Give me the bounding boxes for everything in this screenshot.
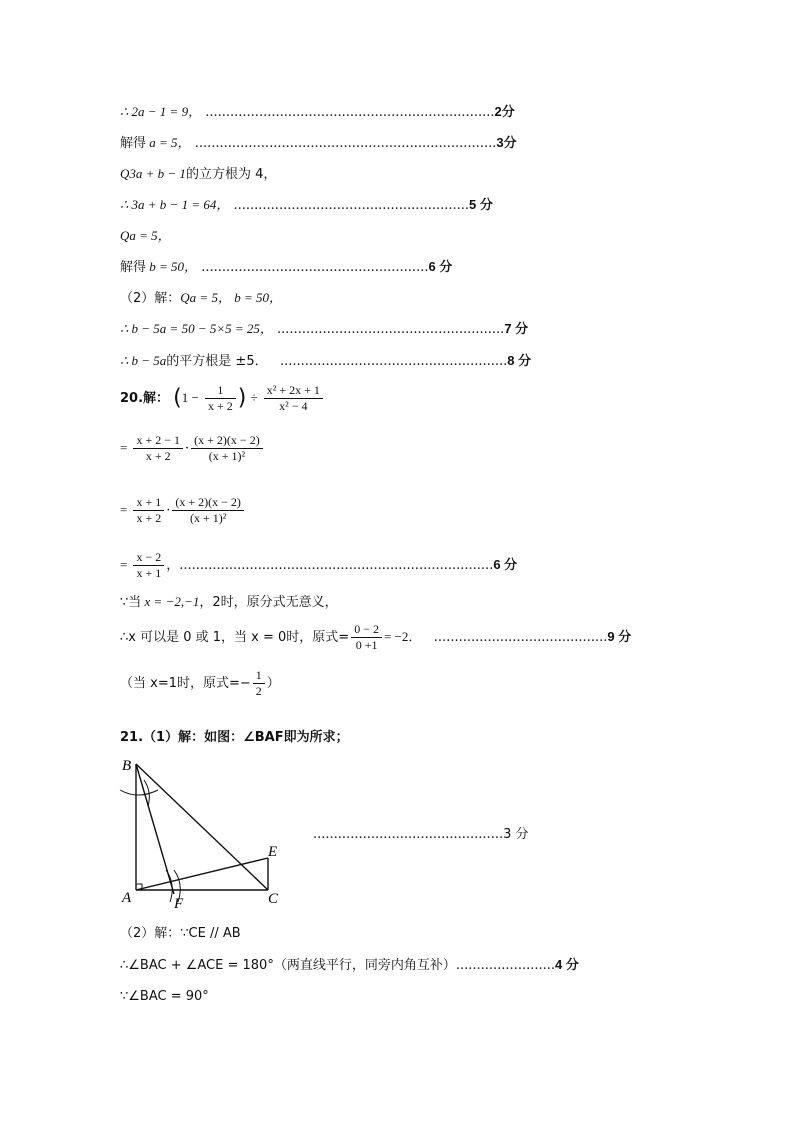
segment-ae bbox=[136, 858, 268, 890]
step-line-3: Q3a + b − 1的立方根为 4， bbox=[120, 166, 277, 182]
fraction: $\frac{1}{2}$ bbox=[253, 668, 265, 699]
q20-step-3: = $\frac{x - 2}{x + 1}$ ，............................................................................6 分 bbox=[120, 550, 518, 580]
q20-expression: 20.解： (1 − $\frac{1}{x + 2}$ ) ÷ $\frac{\text{x² + 2x + 1}}{\text{x² − 4}}$ bbox=[120, 380, 325, 417]
step-line-1: ∴ 2a − 1 = 9， ......................................................................2分 bbox=[120, 104, 515, 120]
step-line-9: ∴ b − 5a的平方根是 ±5． .......................................................8 分 bbox=[120, 353, 532, 369]
point-label-e: E bbox=[268, 844, 278, 860]
q21-part2-line3: ∵∠BAC = 90° bbox=[120, 989, 209, 1004]
point-label-b: B bbox=[122, 758, 132, 774]
q20-step-1: = $\frac{x + 2 - 1}{x + 2}$ · $\frac{(x + 2)(x - 2)}{\text{(x + 1)²}}$ bbox=[120, 428, 265, 469]
q21-figure-score: ..............................................3 分 bbox=[313, 827, 529, 842]
segment-bc bbox=[136, 764, 268, 890]
q20-condition-3: （当 x=1时，原式=− $\frac{1}{2}$ ） bbox=[120, 668, 280, 698]
step-line-8: ∴ b − 5a = 50 − 5×5 = 25， .......................................................7 分 bbox=[120, 321, 529, 337]
point-label-a: A bbox=[122, 890, 132, 906]
step-line-4: ∴ 3a + b − 1 = 64， .........................................................5 分 bbox=[120, 197, 493, 213]
point-label-f: F bbox=[174, 896, 184, 912]
construction-arc-top bbox=[120, 790, 158, 795]
q20-step-2: = $\frac{x + 1}{x + 2}$ · $\frac{(x + 2)(x - 2)}{\text{(x + 1)²}}$ bbox=[120, 490, 246, 531]
q20-condition-1: ∵当 x = −2,−1，2时，原分式无意义， bbox=[120, 594, 338, 610]
q21-part2-line2: ∴∠BAC + ∠ACE = 180°（两直线平行，同旁内角互补）........................4 分 bbox=[120, 957, 579, 973]
q21-part1: 21.（1）解：如图：∠BAF即为所求； bbox=[120, 730, 349, 745]
triangle-diagram bbox=[108, 752, 298, 912]
step-line-2: 解得 a = 5， .........................................................................3分 bbox=[120, 135, 517, 151]
q20-condition-2: ∴x 可以是 0 或 1，当 x = 0时，原式= $\frac{0 - 2}{0 +1}$ = −2． ..........................................9 分 bbox=[120, 622, 632, 652]
fraction: $\frac{x + 2 - 1}{x + 2}$ bbox=[133, 433, 183, 464]
fraction: $\frac{(x + 2)(x - 2)}{\text{(x + 1)²}}$ bbox=[191, 433, 263, 464]
step-line-7: （2）解：Qa = 5， b = 50， bbox=[120, 290, 282, 306]
geometry-figure bbox=[108, 752, 298, 912]
fraction: $\frac{0 - 2}{0 +1}$ bbox=[351, 622, 382, 653]
fraction: $\frac{x + 1}{x + 2}$ bbox=[133, 495, 164, 526]
q21-part2-line1: （2）解：∵CE // AB bbox=[120, 926, 241, 941]
fraction: $\frac{1}{x + 2}$ bbox=[205, 383, 236, 414]
step-line-5: Qa = 5， bbox=[120, 228, 171, 243]
point-label-c: C bbox=[268, 891, 279, 907]
fraction: $\frac{(x + 2)(x - 2)}{\text{(x + 1)²}}$ bbox=[172, 495, 244, 526]
fraction: $\frac{\text{x² + 2x + 1}}{\text{x² − 4}}$ bbox=[264, 383, 323, 414]
step-line-6: 解得 b = 50， .......................................................6 分 bbox=[120, 259, 453, 275]
fraction: $\frac{x - 2}{x + 1}$ bbox=[133, 550, 164, 581]
